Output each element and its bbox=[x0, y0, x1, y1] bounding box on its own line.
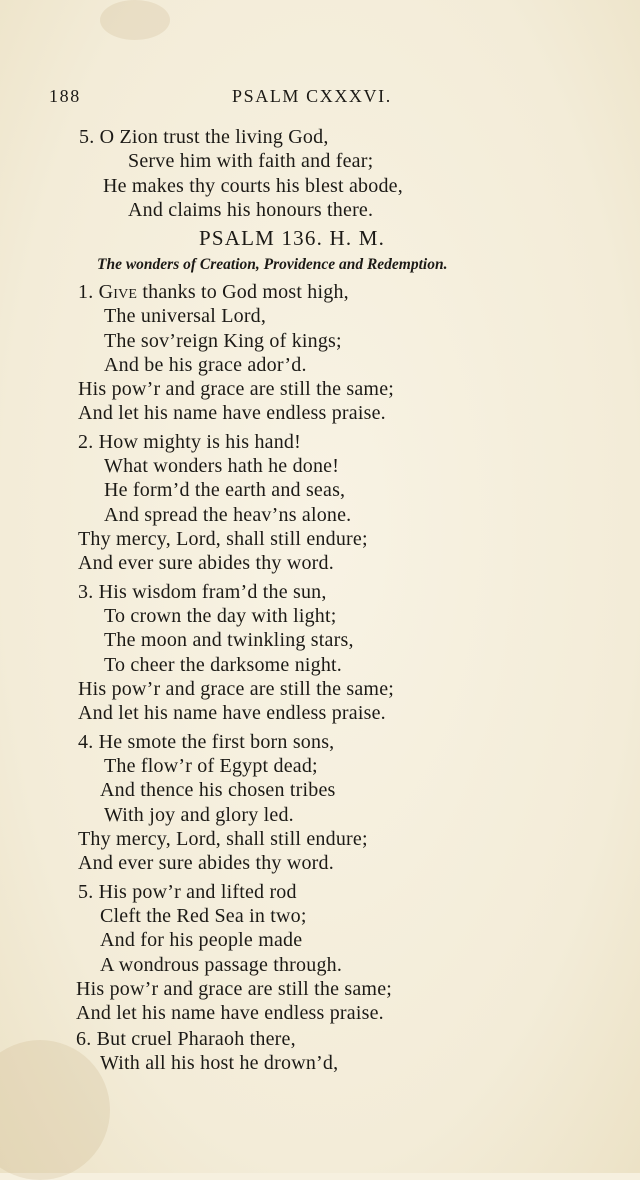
verse-line: He makes thy courts his blest abode, bbox=[103, 175, 403, 197]
verse-line: With joy and glory led. bbox=[104, 804, 294, 826]
verse-line: And spread the heav’ns alone. bbox=[104, 504, 352, 526]
verse-text: How mighty is his hand! bbox=[98, 431, 301, 453]
stanza-first-line bbox=[78, 280, 349, 304]
verse-line: To cheer the darksome night. bbox=[104, 654, 343, 676]
psalm-subtitle: The wonders of Creation, Providence and Redemption. bbox=[97, 256, 448, 273]
verse-line: His pow’r and grace are still the same; bbox=[76, 978, 393, 1000]
verse-line: Thy mercy, Lord, shall still endure; bbox=[78, 828, 368, 850]
verse-text: But cruel Pharaoh there, bbox=[96, 1028, 296, 1050]
verse-line: To crown the day with light; bbox=[104, 605, 337, 627]
stanza-first-line bbox=[78, 580, 327, 604]
verse-text: O Zion trust the living God, bbox=[99, 126, 329, 148]
verse-line: With all his host he drown’d, bbox=[100, 1052, 339, 1074]
stanza-number: 1. bbox=[78, 281, 94, 303]
verse-line: Thy mercy, Lord, shall still endure; bbox=[78, 528, 368, 550]
stanza-first-line bbox=[78, 430, 301, 454]
running-title: PSALM CXXXVI. bbox=[232, 86, 392, 106]
verse-line: A wondrous passage through. bbox=[100, 954, 343, 976]
verse-text: thanks to God most high, bbox=[137, 281, 349, 303]
stanza-number: 2. bbox=[78, 431, 94, 453]
verse-line: And ever sure abides thy word. bbox=[78, 552, 334, 574]
verse-text: He smote the first born sons, bbox=[98, 731, 335, 753]
verse-line: What wonders hath he done! bbox=[104, 455, 340, 477]
stanza-number: 5. bbox=[79, 126, 95, 148]
verse-line: And for his people made bbox=[100, 929, 303, 951]
paper-stain bbox=[0, 1040, 110, 1180]
stanza-number: 3. bbox=[78, 581, 94, 603]
verse-text: His pow’r and lifted rod bbox=[98, 881, 297, 903]
verse-line: Cleft the Red Sea in two; bbox=[100, 905, 307, 927]
page-number: 188 bbox=[49, 86, 81, 106]
verse-line: His pow’r and grace are still the same; bbox=[78, 678, 395, 700]
verse-line: The sov’reign King of kings; bbox=[104, 330, 342, 352]
stanza-number: 6. bbox=[76, 1028, 92, 1050]
verse-line: The flow’r of Egypt dead; bbox=[104, 755, 318, 777]
verse-line: The moon and twinkling stars, bbox=[104, 629, 354, 651]
verse-line: And claims his honours there. bbox=[128, 199, 374, 221]
verse-line: And be his grace ador’d. bbox=[104, 354, 307, 376]
verse-text: His wisdom fram’d the sun, bbox=[98, 581, 327, 603]
verse-line: His pow’r and grace are still the same; bbox=[78, 378, 395, 400]
verse-line: The universal Lord, bbox=[104, 305, 267, 327]
paper-stain bbox=[100, 0, 170, 40]
verse-line: And let his name have endless praise. bbox=[78, 402, 386, 424]
prev-stanza-line bbox=[79, 125, 329, 149]
stanza-first-line bbox=[76, 1027, 296, 1051]
verse-line: And let his name have endless praise. bbox=[78, 702, 386, 724]
psalm-title: PSALM 136. H. M. bbox=[199, 226, 386, 250]
verse-line: And ever sure abides thy word. bbox=[78, 852, 334, 874]
verse-line: And thence his chosen tribes bbox=[100, 779, 336, 801]
stanza-first-line bbox=[78, 730, 334, 754]
verse-line: Serve him with faith and fear; bbox=[128, 150, 374, 172]
drop-word: Give bbox=[98, 281, 138, 303]
stanza-number: 4. bbox=[78, 731, 94, 753]
stanza-first-line bbox=[78, 880, 297, 904]
verse-line: And let his name have endless praise. bbox=[76, 1002, 384, 1024]
stanza-number: 5. bbox=[78, 881, 94, 903]
verse-line: He form’d the earth and seas, bbox=[104, 479, 346, 501]
